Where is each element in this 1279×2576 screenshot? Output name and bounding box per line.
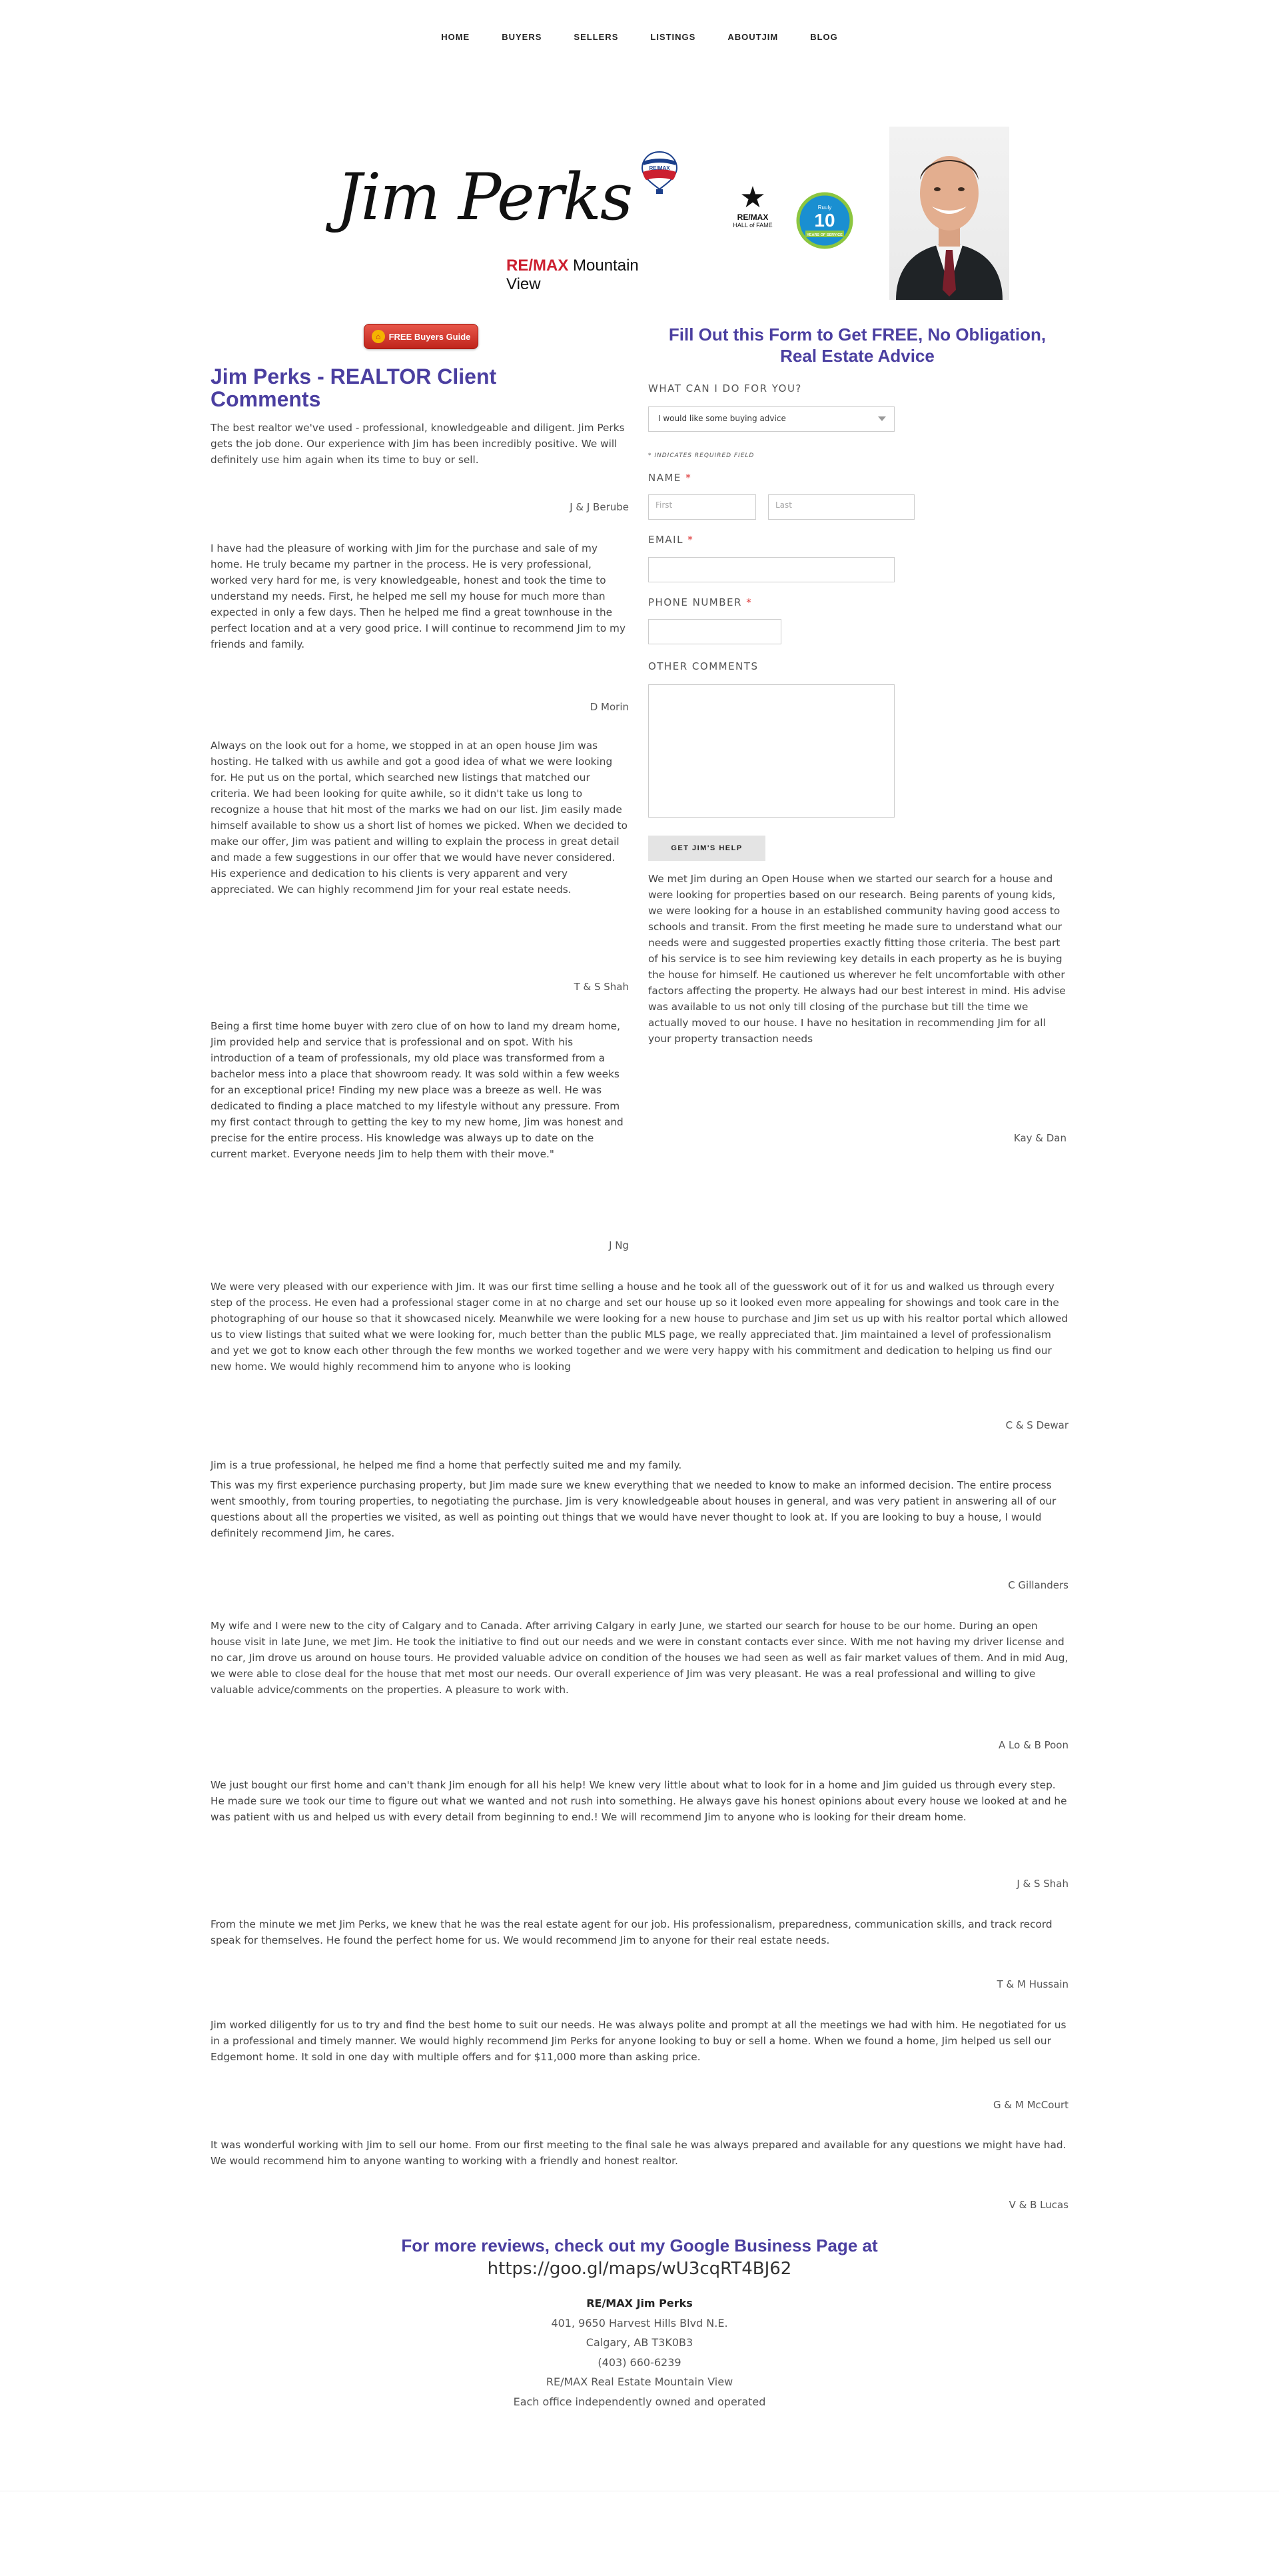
svg-text:RE/MAX: RE/MAX	[649, 165, 670, 171]
house-icon: ⌂	[372, 330, 385, 343]
email-input[interactable]	[648, 557, 895, 582]
review-author: A Lo & B Poon	[999, 1739, 1068, 1751]
required-mark: *	[687, 534, 694, 546]
review-text: Being a first time home buyer with zero clue of on how to land my dream home, Jim provided help and service that is professional and on spot. With his introduction of a team of professionals, my old place was transformed from a bachelor mess into a place that showroom ready. It was sold within a few weeks for an exceptional price! Finding my new place was a breeze as well. He was dedicated to finding a place matched to my lifestyle without any pressure. From my first contact through to getting the key to my new home, Jim was honest and precise for the entire process. His knowledge was always up to date on the current market. Everyone needs Jim to help them with their move."	[211, 1020, 624, 1160]
google-reviews-heading: For more reviews, check out my Google Business Page at	[401, 2236, 878, 2255]
footer-address: 401, 9650 Harvest Hills Blvd N.E.	[551, 2316, 728, 2329]
agent-portrait	[889, 127, 1009, 300]
review-author: J & S Shah	[1017, 1878, 1068, 1890]
review-text: We were very pleased with our experience with Jim. It was our first time selling a house and he took all of the guesswork out of it for us and walked us through every step of the process. He even had a professional stager come in at no charge and set our house up so it looked even more appealing for showings and took care in the photographing of our house so that it showcased nicely. Meanwhile we were looking for a new house to purchase and Jim set us up with his realtor portal which allowed us to view listings that suited what we were looking for, much better than the public MLS page, we really appreciated that. Jim maintained a level of professionalism and yet we got to know each other through the few months we worked together and we were very happy with his commitment and dedication to helping us find our new home. We would highly recommend him to anyone who is looking	[211, 1281, 1068, 1373]
brand-office: Mountain View	[506, 257, 639, 293]
review-text: Always on the look out for a home, we stopped in at an open house Jim was hosting. He talked with us awhile and got a good idea of what we were looking for. He put us on the portal, which searched new listings that matched our criteria. We had been looking for quite awhile, so it didn't take us long to recognize a house that hit most of the marks we had on our list. Jim easily made himself available to show us a short list of homes we picked. When we decided to make our offer, Jim was patient and willing to explain the process in great detail and made a few suggestions in our offer that we would have never considered. His experience and dedication to his clients is very apparent and very appreciated. We can highly recommend Jim for your real estate needs.	[211, 740, 628, 896]
free-buyers-guide-label: FREE Buyers Guide	[388, 331, 471, 342]
header-banner	[336, 127, 1009, 300]
nav-aboutjim[interactable]: ABOUTJIM	[727, 32, 779, 42]
review-author: T & S Shah	[574, 981, 629, 993]
signature-logo	[336, 147, 656, 300]
phone-input[interactable]	[648, 619, 781, 644]
comments-label: OTHER COMMENTS	[648, 660, 759, 672]
nav-listings[interactable]: LISTINGS	[650, 32, 696, 42]
what-select[interactable]	[648, 406, 895, 432]
chevron-down-icon	[878, 416, 886, 421]
star-icon: ★	[739, 181, 766, 215]
what-label: WHAT CAN I DO FOR YOU?	[648, 382, 802, 394]
name-label-text: NAME	[648, 472, 681, 484]
google-reviews-link[interactable]: https://goo.gl/maps/wU3cqRT4BJ62	[487, 2259, 792, 2279]
review-text: This was my first experience purchasing property, but Jim made sure we knew everything that we needed to know to make an informed decision. The entire process went smoothly, from touring properties, to negotiating the purchase. Jim is very knowledgeable about houses in general, and was very patient in answering all of our questions about all the properties we visited, as well as pointing out things that we would have never thought to look at. If you are looking to buy a house, I would definitely recommend Jim, he cares.	[211, 1479, 1057, 1539]
required-mark: *	[746, 596, 753, 608]
main-nav	[0, 32, 1279, 42]
required-note: * INDICATES REQUIRED FIELD	[648, 452, 755, 459]
remax-balloon-icon	[640, 149, 679, 196]
footer-name: RE/MAX Jim Perks	[586, 2297, 693, 2309]
brand-remax: RE/MAX	[506, 257, 569, 275]
nav-blog[interactable]: BLOG	[810, 32, 838, 42]
nav-home[interactable]: HOME	[441, 32, 470, 42]
required-mark: *	[685, 472, 692, 484]
comments-textarea[interactable]	[648, 684, 895, 818]
form-title: Fill Out this Form to Get FREE, No Obligation, Real Estate Advice	[668, 324, 1047, 366]
get-jims-help-button[interactable]: GET JIM'S HELP	[648, 836, 765, 861]
svg-text:Ruuly: Ruuly	[817, 205, 832, 211]
free-buyers-guide-button[interactable]	[364, 324, 478, 349]
review-text: We just bought our first home and can't thank Jim enough for all his help! We knew very little about what to look for in a home and Jim guided us through every step. He made sure we took our time to figure out what we wanted and not rush into something. He always gave his honest opinions about every house we looked at and he was patient with us and helped us with every detail from beginning to end.! We will recommend Jim to anyone who is looking for their dream home.	[211, 1779, 1067, 1823]
svg-text:10: 10	[814, 210, 835, 231]
name-label	[648, 472, 691, 484]
review-text: Jim is a true professional, he helped me find a home that perfectly suited me and my family.	[211, 1459, 682, 1471]
review-author: Kay & Dan	[1013, 1132, 1066, 1144]
phone-label-text: PHONE NUMBER	[648, 596, 742, 608]
svg-text:YEARS OF SERVICE: YEARS OF SERVICE	[807, 233, 843, 237]
hall-of-fame-badge	[723, 183, 783, 257]
footer-city: Calgary, AB T3K0B3	[586, 2336, 693, 2349]
nav-buyers[interactable]: BUYERS	[502, 32, 542, 42]
review-author: J & J Berube	[570, 501, 629, 513]
review-author: V & B Lucas	[1009, 2199, 1068, 2211]
review-text: From the minute we met Jim Perks, we knew that he was the real estate agent for our job. His professionalism, preparedness, communication skills, and track record speak for themselves. He found the perfect home for us. We would recommend Jim to anyone for their real estate needs.	[211, 1918, 1053, 1946]
last-name-input[interactable]: Last	[768, 494, 915, 520]
first-name-input[interactable]: First	[648, 494, 756, 520]
hof-line2: HALL of FAME	[733, 222, 773, 229]
nav-sellers[interactable]: SELLERS	[574, 32, 619, 42]
hof-line1: RE/MAX	[737, 213, 769, 222]
phone-label	[648, 596, 752, 608]
review-author: T & M Hussain	[997, 1978, 1068, 1990]
email-label	[648, 534, 693, 546]
review-text: It was wonderful working with Jim to sell our home. From our first meeting to the final sale he was always prepared and available for any questions we might have had. We would recommend him to anyone wanting to working with a friendly and honest realtor.	[211, 2139, 1066, 2167]
footer-phone: (403) 660-6239	[598, 2355, 681, 2369]
page-title: Jim Perks - REALTOR Client Comments	[211, 364, 497, 411]
what-select-value: I would like some buying advice	[658, 414, 786, 423]
review-author: J Ng	[609, 1239, 629, 1251]
review-text: Jim worked diligently for us to try and find the best home to suit our needs. He was always polite and prompt at all the meetings we had with him. He negotiated for us in a professional and timely manner. We would highly recommend Jim Perks for anyone looking to buy or sell a home. When we found a home, Jim helped us sell our Edgemont home. It sold in one day with multiple offers and for $11,000 more than asking price.	[211, 2019, 1066, 2063]
email-label-text: EMAIL	[648, 534, 683, 546]
review-text: My wife and I were new to the city of Calgary and to Canada. After arriving Calgary in early June, we started our search for house to be our home. During an open house visit in late June, we met Jim. He took the initiative to find out our needs and we were in constant contacts ever since. With me not having my driver license and no car, Jim drove us around on house tours. He provided valuable advice on condition of the houses we had seen as well as fair market values of them. And in mid Aug, we were able to close deal for the house that met most our needs. Our overall experience of Jim was very pleasant. He was a real professional and willing to give valuable advice/comments on the properties. A pleasure to work with.	[211, 1620, 1068, 1696]
review-text: We met Jim during an Open House when we started our search for a house and were looking for properties based on our research. Being parents of young kids, we were looking for a house in an established community having good access to schools and transit. From the first meeting he made sure to understand what our needs were and suggested properties exactly fitting those criteria. The best part of his service is to see him reviewing key details in each property as he is buying the house for himself. He cautioned us wherever he felt uncomfortable with other factors affecting the property. He always had our best interest in mind. His advise was available to us not only till closing of the purchase but till the time we actually moved to our house. I have no hesitation in recommending Jim for all your property transaction needs	[648, 873, 1066, 1045]
review-author: G & M McCourt	[993, 2099, 1068, 2111]
review-text: I have had the pleasure of working with Jim for the purchase and sale of my home. He truly became my partner in the process. He is very professional, worked very hard for me, is very knowledgeable, honest and took the time to understand my needs. First, he helped me sell my house for much more than expected in only a few days. Then he helped me find a great townhouse in the perfect location and at a very good price. I will continue to recommend Jim to my friends and family.	[211, 542, 626, 650]
footer	[211, 2293, 1068, 2411]
footer-disclaimer: Each office independently owned and operated	[513, 2395, 766, 2408]
review-author: D Morin	[590, 701, 629, 713]
review-author: C Gillanders	[1008, 1579, 1068, 1591]
footer-office: RE/MAX Real Estate Mountain View	[546, 2375, 733, 2388]
review-text: The best realtor we've used - professional, knowledgeable and diligent. Jim Perks gets the job done. Our experience with Jim has been incredibly positive. We will definitely use him again when its time to buy or sell.	[211, 422, 625, 466]
brand-line	[506, 257, 656, 294]
award-badge-icon	[796, 192, 853, 249]
signature-text: Jim Perks	[336, 160, 632, 235]
review-author: C & S Dewar	[1005, 1419, 1068, 1431]
